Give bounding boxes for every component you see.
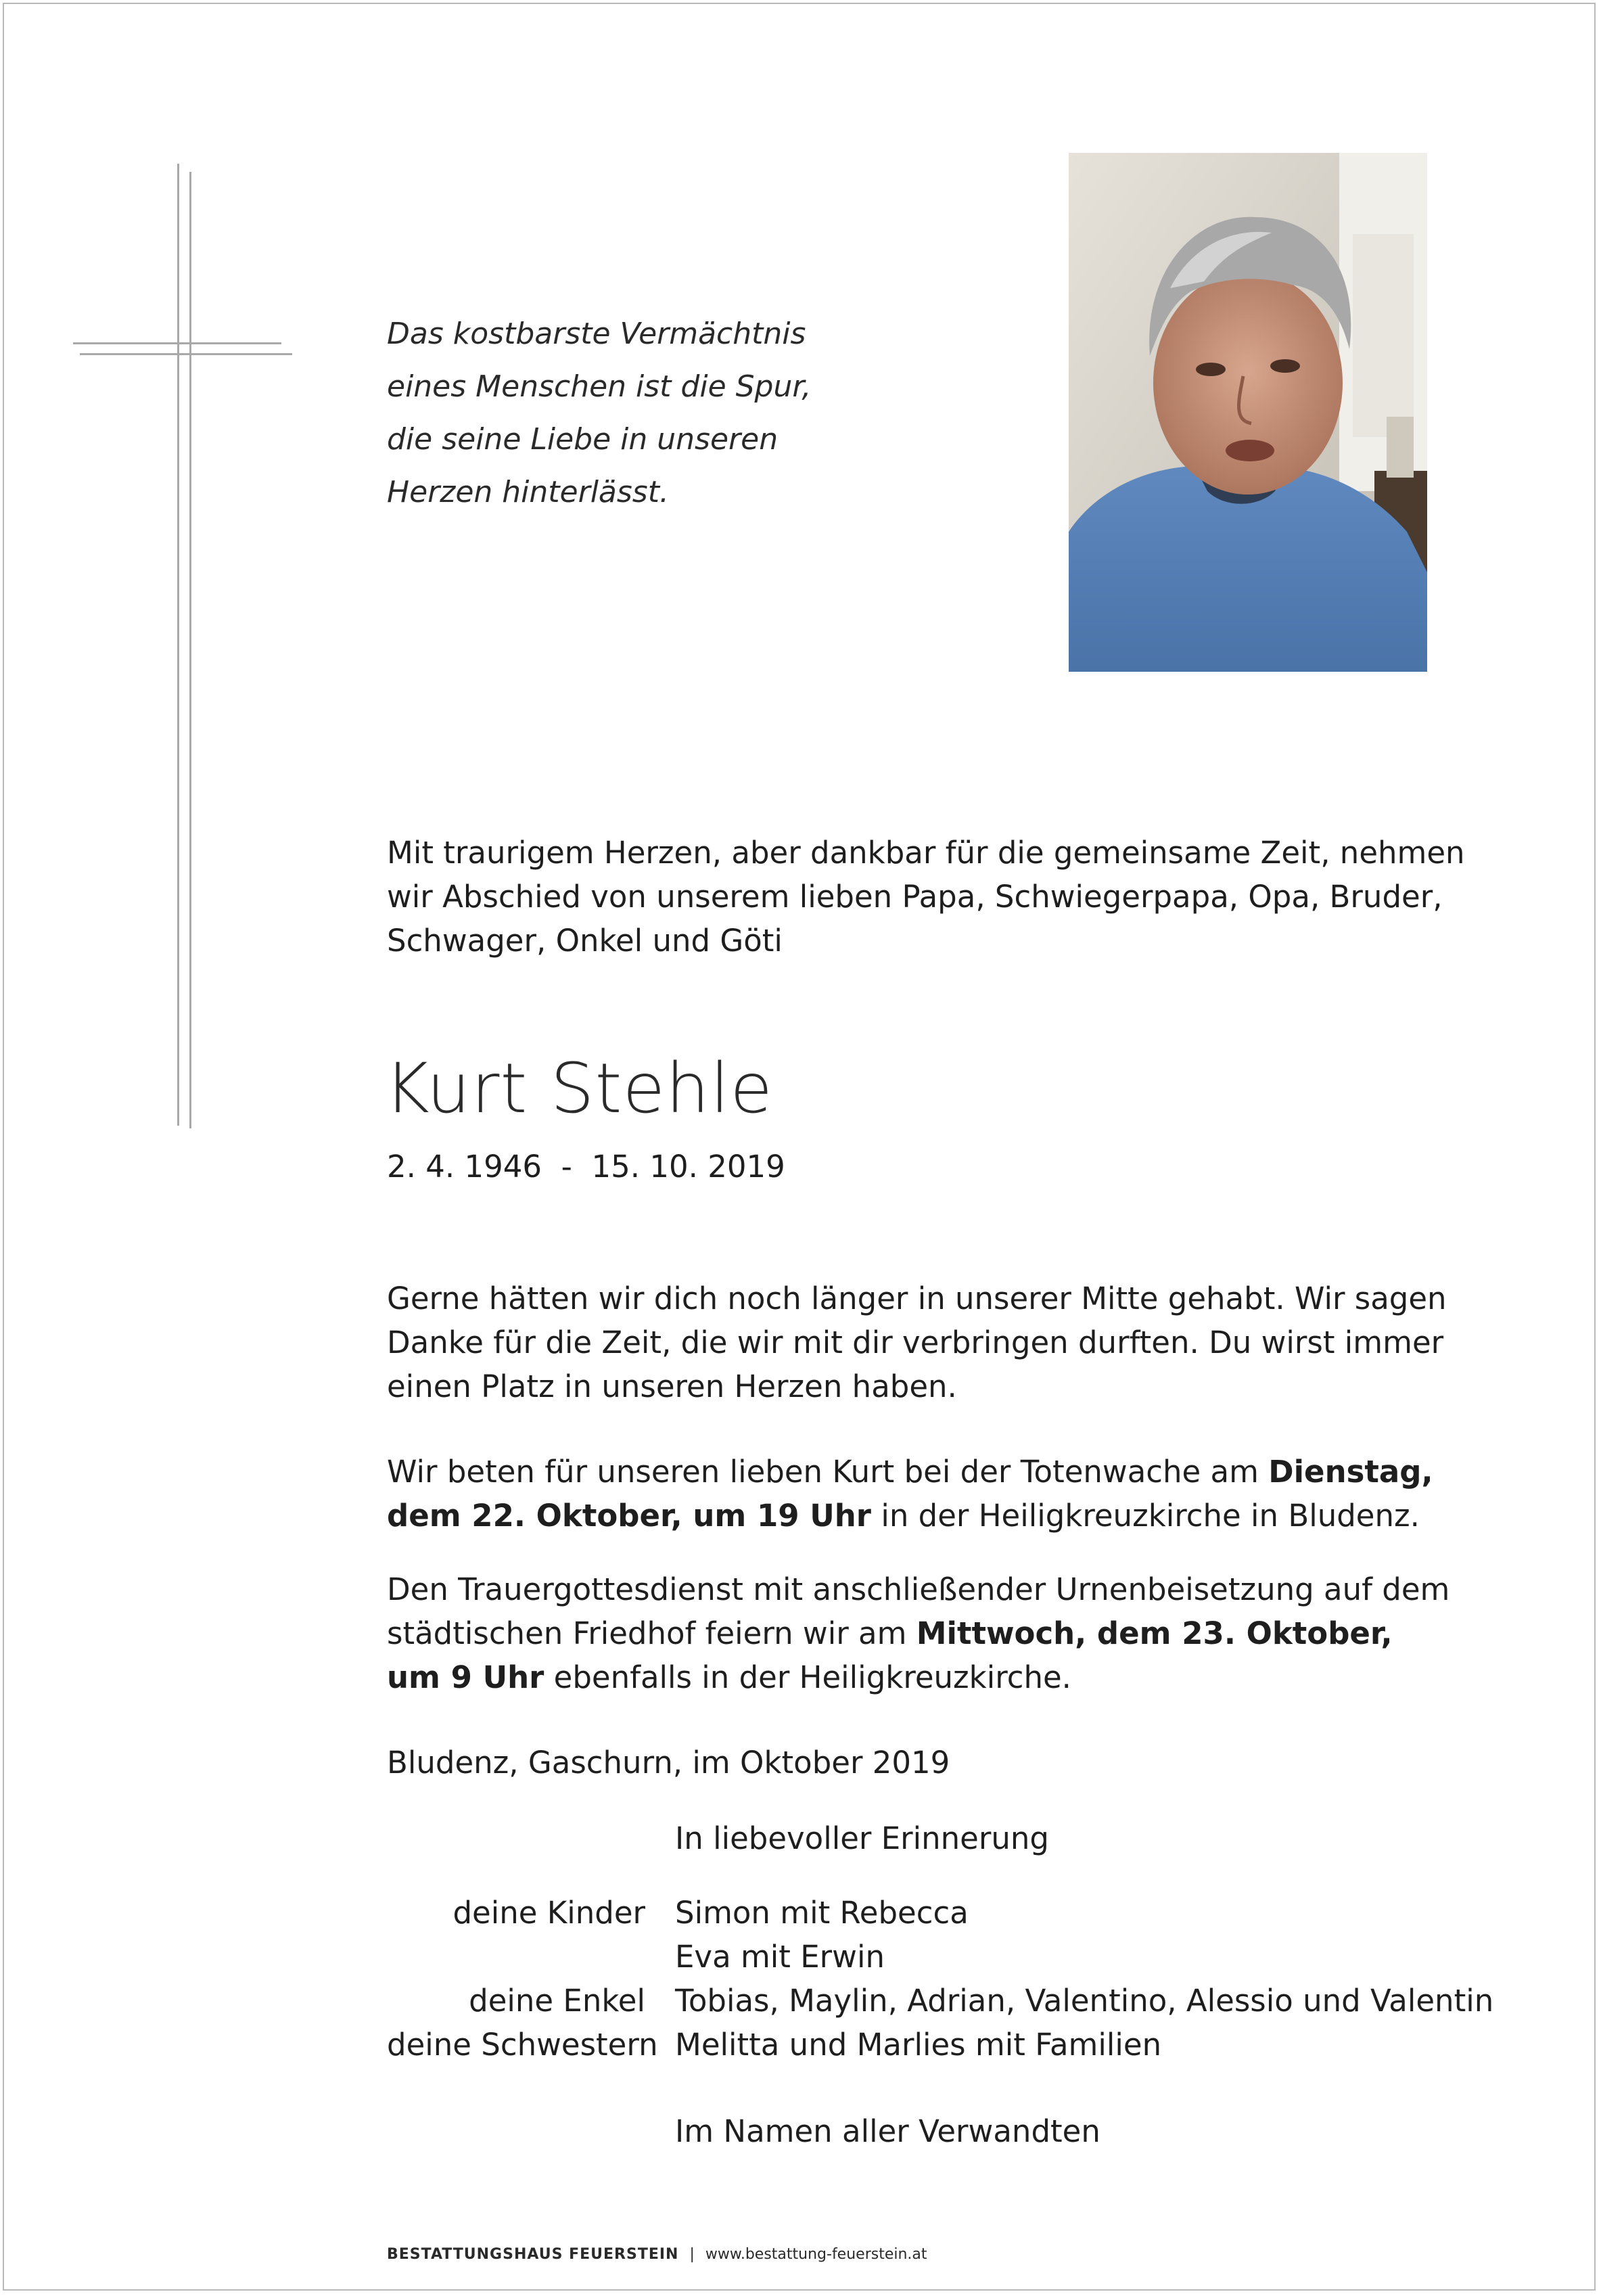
closing-line: Im Namen aller Verwandten xyxy=(675,2113,1100,2149)
deceased-name: Kurt Stehle xyxy=(384,1049,774,1129)
sisters-label: deine Schwestern xyxy=(387,2027,658,2063)
memorial-quote xyxy=(387,308,996,519)
service-location: ebenfalls in der Heiligkreuzkirche. xyxy=(544,1659,1071,1695)
service-date: Mittwoch, dem 23. Oktober, xyxy=(916,1615,1393,1651)
service-text: städtischen Friedhof feiern wir am xyxy=(387,1615,916,1651)
intro-text xyxy=(387,831,1465,963)
farewell-paragraph xyxy=(387,1277,1447,1408)
paragraph-line: Danke für die Zeit, die wir mit dir verbringen durften. Du wirst immer xyxy=(387,1325,1444,1360)
vigil-day: Dienstag, xyxy=(1268,1454,1433,1490)
children-name: Eva mit Erwin xyxy=(675,1939,885,1975)
footer-separator: | xyxy=(689,2246,695,2263)
intro-line: wir Abschied von unserem lieben Papa, Schwiegerpapa, Opa, Bruder, xyxy=(387,879,1443,915)
portrait-photo xyxy=(1069,153,1427,672)
children-name: Simon mit Rebecca xyxy=(675,1895,969,1931)
footer-company: BESTATTUNGSHAUS FEUERSTEIN xyxy=(387,2246,679,2263)
quote-line: Das kostbarste Vermächtnis xyxy=(387,317,806,351)
paragraph-line: Gerne hätten wir dich noch länger in unserer Mitte gehabt. Wir sagen xyxy=(387,1281,1447,1316)
footer-website[interactable]: www.bestattung-feuerstein.at xyxy=(705,2246,927,2263)
children-label: deine Kinder xyxy=(453,1895,645,1931)
quote-line: die seine Liebe in unseren xyxy=(387,422,779,457)
vigil-paragraph xyxy=(387,1450,1433,1538)
life-dates: 2. 4. 1946 - 15. 10. 2019 xyxy=(387,1149,785,1185)
grandchildren-names: Tobias, Maylin, Adrian, Valentino, Alessio und Valentin xyxy=(675,1983,1494,2019)
vigil-location: in der Heiligkreuzkirche in Bludenz. xyxy=(871,1498,1420,1534)
footer xyxy=(387,2245,927,2265)
intro-line: Schwager, Onkel und Göti xyxy=(387,923,783,959)
sisters-names: Melitta und Marlies mit Familien xyxy=(675,2027,1162,2063)
intro-line: Mit traurigem Herzen, aber dankbar für die gemeinsame Zeit, nehmen xyxy=(387,835,1465,871)
vigil-text: Wir beten für unseren lieben Kurt bei der Totenwache am xyxy=(387,1454,1269,1490)
grandchildren-label: deine Enkel xyxy=(469,1983,645,2019)
service-line: Den Trauergottesdienst mit anschließender Urnenbeisetzung auf dem xyxy=(387,1571,1450,1607)
quote-line: eines Menschen ist die Spur, xyxy=(387,369,812,404)
service-paragraph xyxy=(387,1567,1449,1699)
quote-line: Herzen hinterlässt. xyxy=(387,475,669,509)
memory-line: In liebevoller Erinnerung xyxy=(675,1820,1049,1856)
place-date: Bludenz, Gaschurn, im Oktober 2019 xyxy=(387,1745,950,1781)
vigil-date-time: dem 22. Oktober, um 19 Uhr xyxy=(387,1498,872,1534)
service-time: um 9 Uhr xyxy=(387,1659,544,1695)
paragraph-line: einen Platz in unseren Herzen haben. xyxy=(387,1369,957,1404)
